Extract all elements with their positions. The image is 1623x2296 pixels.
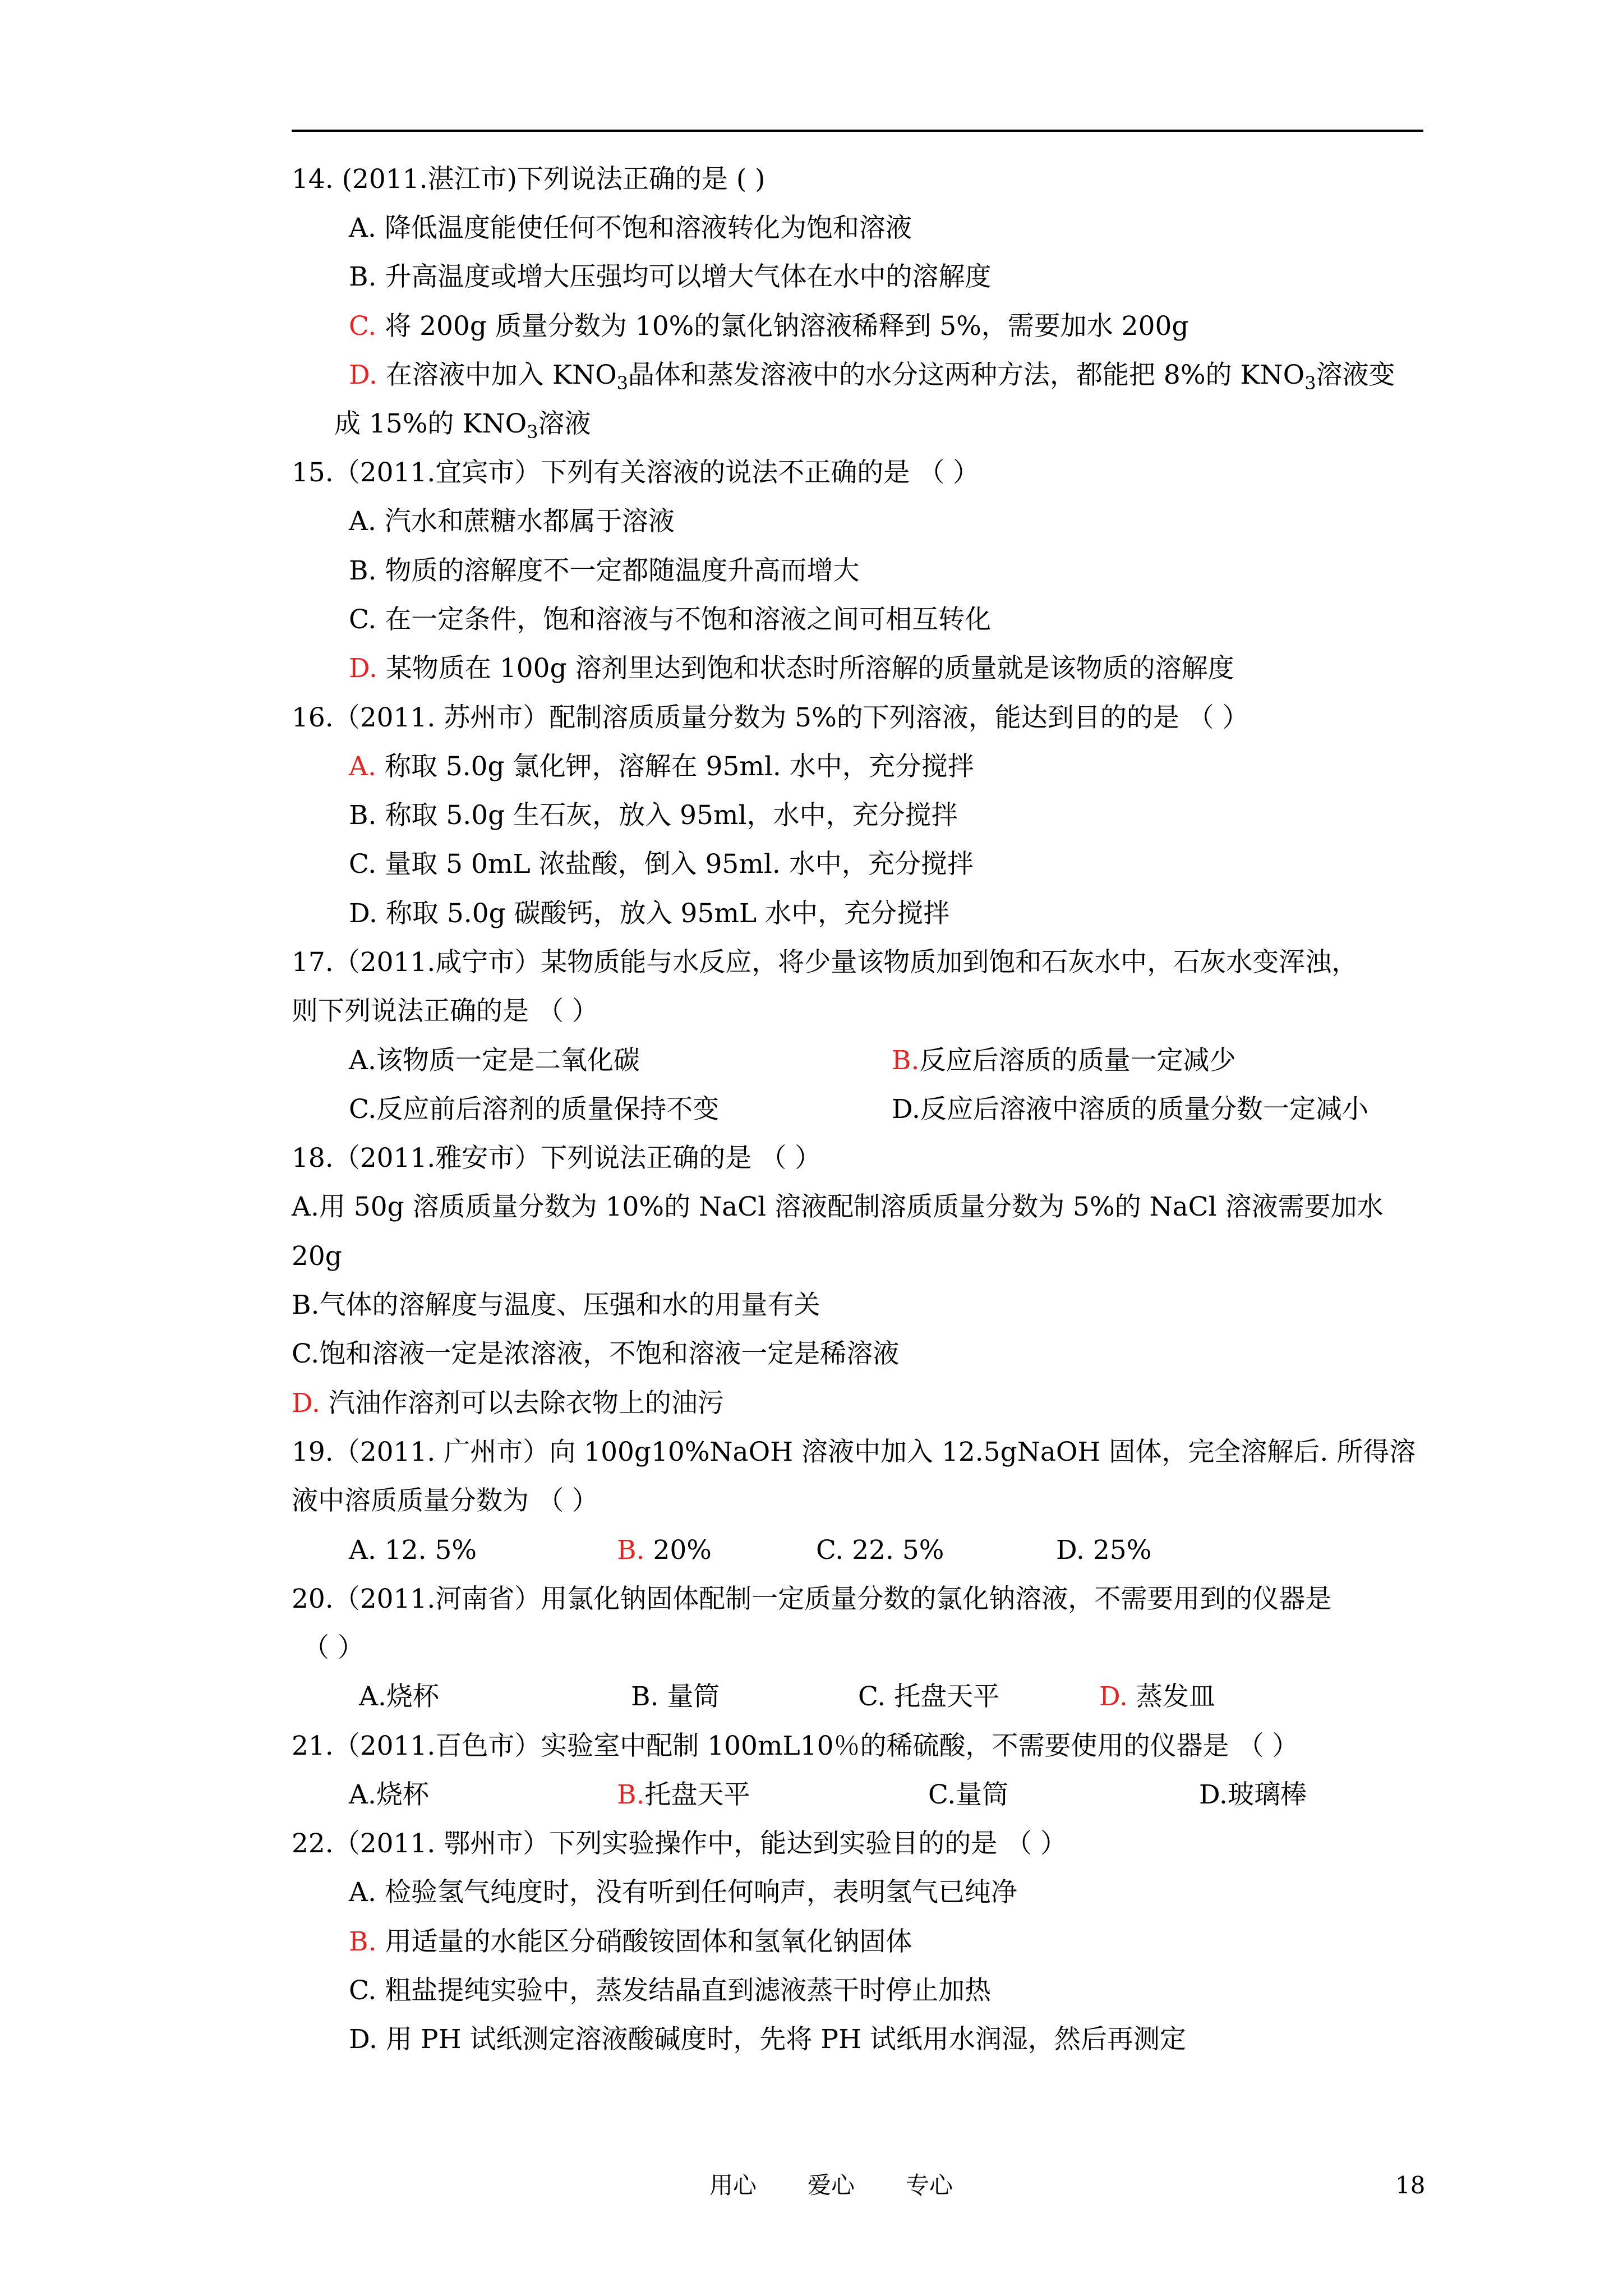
option-line: C.量筒 (928, 1779, 1009, 1810)
question-stem: 18.（2011.雅安市）下列说法正确的是 （ ） (292, 1143, 822, 1174)
option-line: C. 托盘天平 (858, 1681, 1000, 1712)
option-line: B. 物质的溶解度不一定都随温度升高而增大 (349, 555, 860, 586)
footer-slogan-2: 爱心 (808, 2171, 855, 2199)
option-line: A. 称取 5.0g 氯化钾，溶解在 95ml. 水中，充分搅拌 (349, 751, 974, 782)
option-line: D.反应后溶液中溶质的质量分数一定减小 (892, 1094, 1368, 1125)
question-stem: 19.（2011. 广州市）向 100g10%NaOH 溶液中加入 12.5gNaOH 固体，完全溶解后. 所得溶 (292, 1437, 1416, 1467)
answer-letter: A. (349, 751, 376, 782)
page-number: 18 (1395, 2171, 1426, 2199)
option-line: C. 将 200g 质量分数为 10%的氯化钠溶液稀释到 5%，需要加水 200g (349, 311, 1189, 342)
option-line: A.烧杯 (349, 1779, 429, 1810)
option-line: A. 检验氢气纯度时，没有听到任何响声，表明氢气已纯净 (349, 1877, 1017, 1908)
question-stem-continuation: （ ） (303, 1632, 364, 1663)
option-line: C. 粗盐提纯实验中，蒸发结晶直到滤液蒸干时停止加热 (349, 1975, 992, 2006)
option-line: A. 汽水和蔗糖水都属于溶液 (349, 506, 675, 537)
option-line: D. 蒸发皿 (1099, 1681, 1215, 1712)
question-stem: 22.（2011. 鄂州市）下列实验操作中，能达到实验目的的是 （ ） (292, 1828, 1067, 1859)
option-line: A.用 50g 溶质质量分数为 10%的 NaCl 溶液配制溶质质量分数为 5%的 NaCl 溶液需要加水 (292, 1191, 1384, 1222)
question-stem-continuation: 液中溶质质量分数为 （ ） (292, 1485, 598, 1516)
answer-letter: B. (617, 1535, 645, 1566)
footer-slogan-3: 专心 (906, 2171, 953, 2199)
answer-letter: B. (349, 1926, 377, 1957)
option-line: D. 称取 5.0g 碳酸钙，放入 95mL 水中，充分搅拌 (349, 898, 950, 929)
question-stem: 15.（2011.宜宾市）下列有关溶液的说法不正确的是 （ ） (292, 457, 980, 488)
option-line: C.饱和溶液一定是浓溶液，不饱和溶液一定是稀溶液 (292, 1338, 900, 1369)
option-line: B. 20% (617, 1535, 712, 1566)
answer-letter: D. (292, 1388, 320, 1419)
option-continuation: 20g (292, 1241, 342, 1272)
option-line: B.托盘天平 (617, 1779, 750, 1810)
option-line: C. 量取 5 0mL 浓盐酸，倒入 95ml. 水中，充分搅拌 (349, 849, 974, 880)
option-line: C. 22. 5% (816, 1535, 944, 1566)
option-line: D. 某物质在 100g 溶剂里达到饱和状态时所溶解的质量就是该物质的溶解度 (349, 653, 1234, 684)
option-line: D. 25% (1056, 1535, 1152, 1566)
option-line: C.反应前后溶剂的质量保持不变 (349, 1094, 720, 1125)
option-line: D. 用 PH 试纸测定溶液酸碱度时，先将 PH 试纸用水润湿，然后再测定 (349, 2024, 1186, 2055)
answer-letter: B. (617, 1779, 645, 1810)
option-continuation: 成 15%的 $KNO_3$溶液 (334, 408, 591, 443)
option-line: B.反应后溶质的质量一定减少 (892, 1045, 1236, 1076)
answer-letter: D. (349, 653, 377, 684)
question-stem-continuation: 则下列说法正确的是 （ ） (292, 996, 598, 1027)
question-stem: 14. (2011.湛江市)下列说法正确的是 ( ) (292, 164, 766, 195)
answer-letter: D. (349, 360, 377, 390)
option-line: A. 降低温度能使任何不饱和溶液转化为饱和溶液 (349, 213, 912, 243)
option-line: B. 称取 5.0g 生石灰，放入 95ml，水中，充分搅拌 (349, 800, 958, 831)
answer-letter: B. (892, 1045, 920, 1076)
option-line: B. 量筒 (631, 1681, 720, 1712)
question-stem: 16.（2011. 苏州市）配制溶质质量分数为 5%的下列溶液，能达到目的的是 （ ） (292, 702, 1249, 733)
footer-slogan-1: 用心 (709, 2171, 757, 2199)
option-line: D. 汽油作溶剂可以去除衣物上的油污 (292, 1388, 724, 1419)
option-line: C. 在一定条件，饱和溶液与不饱和溶液之间可相互转化 (349, 604, 992, 635)
answer-letter: C. (349, 311, 377, 342)
question-stem: 21.（2011.百色市）实验室中配制 100mL10％的稀硫酸，不需要使用的仪器是 （ ） (292, 1731, 1299, 1761)
option-line: D. 在溶液中加入 $KNO_3$晶体和蒸发溶液中的水分这两种方法，都能把 8%的 $KNO_3$溶液变 (349, 360, 1395, 394)
question-stem: 20.（2011.河南省）用氯化钠固体配制一定质量分数的氯化钠溶液，不需要用到的仪器是 (292, 1584, 1332, 1614)
option-line: A.烧杯 (359, 1681, 439, 1712)
option-line: B. 用适量的水能区分硝酸铵固体和氢氧化钠固体 (349, 1926, 912, 1957)
option-line: B.气体的溶解度与温度、压强和水的用量有关 (292, 1290, 820, 1320)
option-line: A.该物质一定是二氧化碳 (349, 1045, 640, 1076)
answer-letter: D. (1099, 1681, 1128, 1712)
option-line: A. 12. 5% (349, 1535, 477, 1566)
question-stem: 17.（2011.咸宁市）某物质能与水反应，将少量该物质加到饱和石灰水中，石灰水变浑浊， (292, 947, 1358, 978)
option-line: D.玻璃棒 (1199, 1779, 1307, 1810)
option-line: B. 升高温度或增大压强均可以增大气体在水中的溶解度 (349, 261, 992, 292)
header-rule (292, 130, 1423, 132)
